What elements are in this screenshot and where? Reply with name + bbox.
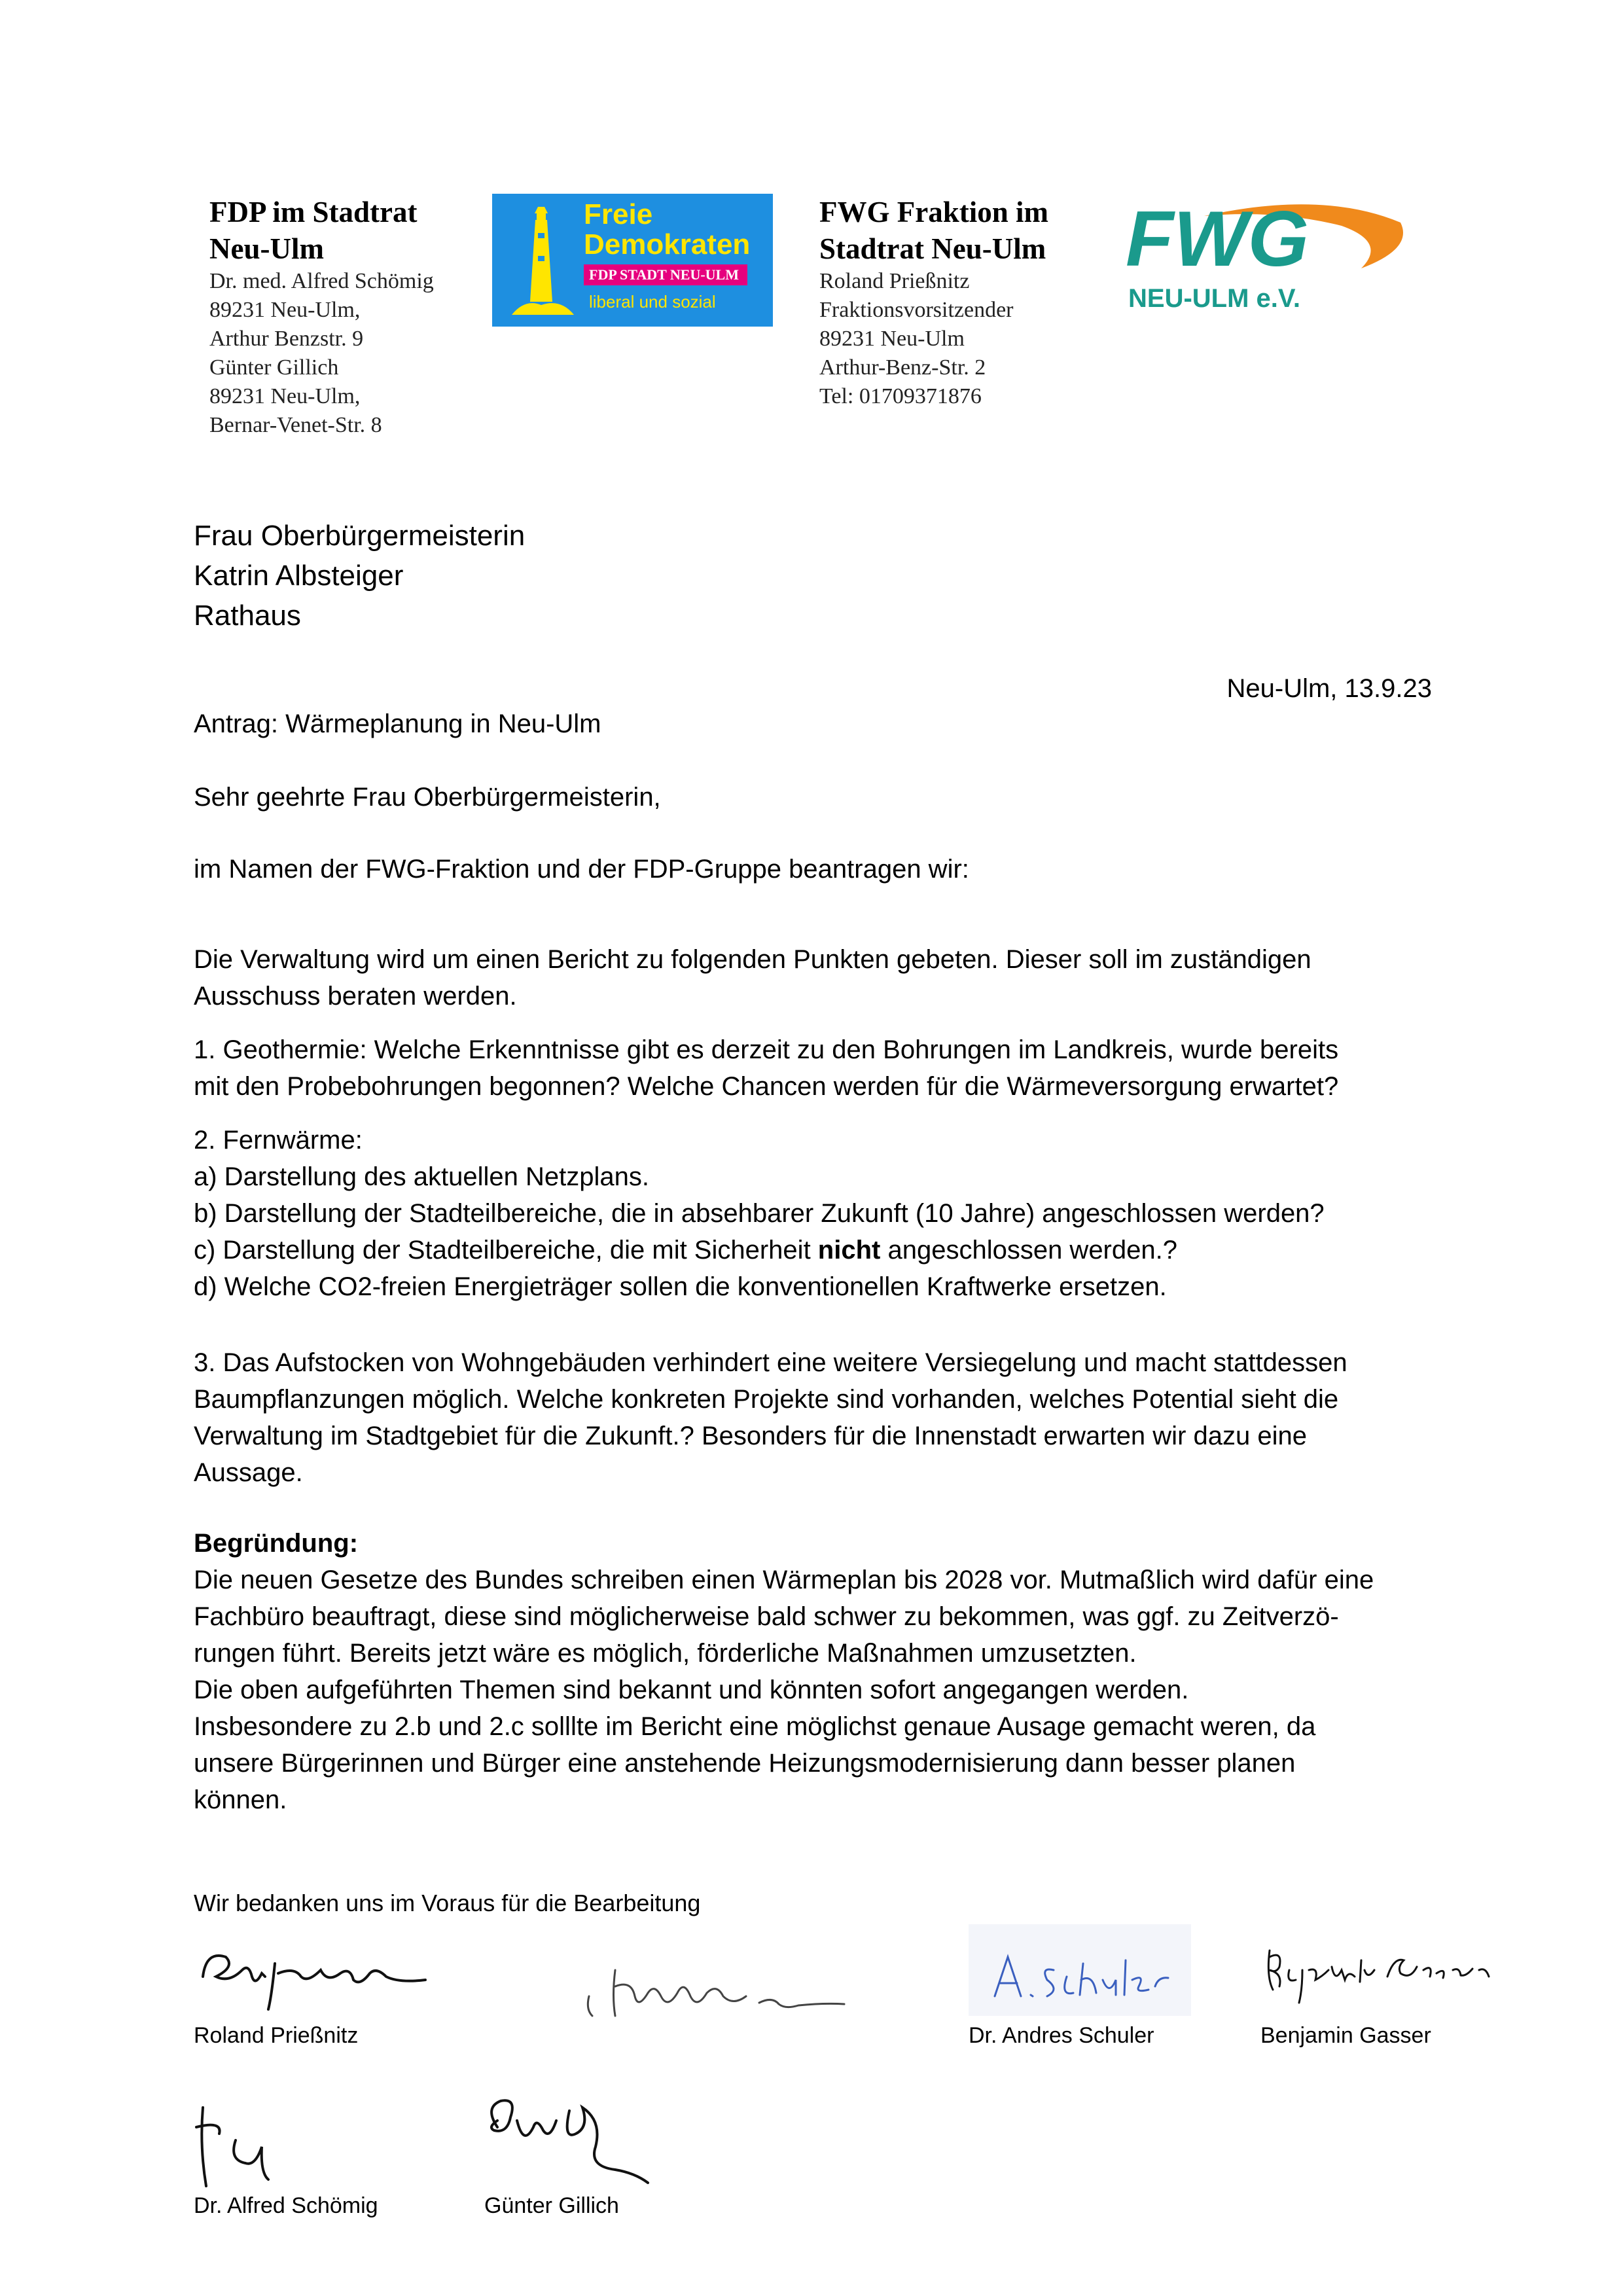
reasoning-line-4: Die oben aufgeführten Themen sind bekannt und könnten sofort angegangen werden. [194,1676,1189,1704]
header-left-title-line-1: FDP im Stadtrat [209,196,418,228]
signature-priessnitz [190,1937,452,2022]
header-left-line-5: 89231 Neu-Ulm, [209,384,361,408]
signatory-name-4: Dr. Alfred Schömig [194,2193,378,2218]
header-left-line-2: 89231 Neu-Ulm, [209,298,361,322]
header-left-title-line-2: Neu-Ulm [209,232,324,265]
point-2-heading: 2. Fernwärme: [194,1126,363,1155]
point-3-line-2: Baumpflanzungen möglich. Welche konkreten Projekte sind vorhanden, welches Potential sieht die [194,1385,1339,1414]
header-left-line-3: Arthur Benzstr. 9 [209,327,364,351]
letter-date: Neu-Ulm, 13.9.23 [1226,674,1432,703]
reasoning-line-3: rungen führt. Bereits jetzt wäre es möglich, förderliche Maßnahmen umzusetzten. [194,1639,1137,1668]
letter-intro: im Namen der FWG-Fraktion und der FDP-Gruppe beantragen wir: [194,855,969,884]
header-right-line-4: Arthur-Benz-Str. 2 [819,355,986,380]
header-left-line-4: Günter Gillich [209,355,339,380]
reasoning-heading: Begründung: [194,1529,359,1558]
signatory-name-1: Roland Prießnitz [194,2023,359,2048]
signature-gasser [1257,1931,1518,2009]
signature-gillich [471,2081,668,2193]
letter-subject: Antrag: Wärmeplanung in Neu-Ulm [194,709,601,738]
recipient-line-1: Frau Oberbürgermeisterin [194,520,526,552]
signature-schoemig [183,2094,301,2199]
letter-closing: Wir bedanken uns im Voraus für die Bearbeitung [194,1890,701,1916]
point-2-item-c-start: c) Darstellung der Stadteilbereiche, die mit Sicherheit [194,1236,818,1265]
signatory-name-5: Günter Gillich [484,2193,619,2218]
header-right-line-3: 89231 Neu-Ulm [819,327,965,351]
point-1-line-1: 1. Geothermie: Welche Erkenntnisse gibt es derzeit zu den Bohrungen im Landkreis, wurde bereits [194,1035,1339,1064]
reasoning-line-6: unsere Bürgerinnen und Bürger eine anstehende Heizungsmodernisierung dann besser planen [194,1749,1296,1778]
lighthouse-icon [499,194,584,327]
signatory-name-2: Dr. Andres Schuler [969,2023,1154,2048]
reasoning-line-7: können. [194,1785,287,1814]
header-right-line-5: Tel: 01709371876 [819,384,982,408]
point-2-item-c [194,1232,1325,1268]
fwg-logo-sub: NEU-ULM e.V. [1128,284,1301,313]
fwg-logo [1126,196,1420,327]
fwg-logo-word: FWG [1126,195,1309,283]
request-intro-line-2: Ausschuss beraten werden. [194,982,517,1011]
header-right-line-1: Roland Prießnitz [819,269,970,293]
header-left [209,194,484,440]
reasoning [194,1525,1374,1818]
fdp-logo-tagline: liberal und sozial [589,292,716,312]
signature-schuler [969,1924,1191,2016]
recipient-block [194,516,525,636]
signatory-name-3: Benjamin Gasser [1260,2023,1431,2048]
recipient-line-2: Katrin Albsteiger [194,560,404,592]
reasoning-line-5: Insbesondere zu 2.b und 2.c solllte im Bericht eine möglichst genaue Ausage gemacht weren, da [194,1712,1316,1741]
recipient-line-3: Rathaus [194,600,301,632]
point-3-line-4: Aussage. [194,1458,303,1487]
reasoning-line-2: Fachbüro beauftragt, diese sind möglicherweise bald schwer zu bekommen, was ggf. zu Zeitverzö- [194,1602,1339,1631]
reasoning-line-1: Die neuen Gesetze des Bundes schreiben einen Wärmeplan bis 2028 vor. Mutmaßlich wird dafür eine [194,1566,1374,1594]
point-3-line-3: Verwaltung im Stadtgebiet für die Zukunft.? Besonders für die Innenstadt erwarten wir dazu eine [194,1422,1307,1450]
point-3 [194,1344,1347,1491]
header-right [819,194,1094,411]
fdp-logo-line-2: Demokraten [584,228,751,260]
request-intro-line-1: Die Verwaltung wird um einen Bericht zu folgenden Punkten gebeten. Dieser soll im zuständigen [194,945,1311,974]
signature-middle [576,1957,851,2029]
point-2-item-c-emphasis: nicht [817,1236,881,1265]
point-2-item-d: d) Welche CO2-freien Energieträger sollen die konventionellen Kraftwerke ersetzen. [194,1272,1167,1301]
point-2-item-b: b) Darstellung der Stadteilbereiche, die in absehbarer Zukunft (10 Jahre) angeschlossen werden? [194,1199,1325,1228]
point-3-line-1: 3. Das Aufstocken von Wohngebäuden verhindert eine weitere Versiegelung und macht stattdessen [194,1348,1347,1377]
fdp-logo [492,194,773,327]
point-2-item-a: a) Darstellung des aktuellen Netzplans. [194,1162,649,1191]
point-1 [194,1031,1338,1105]
letter-salutation: Sehr geehrte Frau Oberbürgermeisterin, [194,783,661,812]
header-left-line-6: Bernar-Venet-Str. 8 [209,413,382,437]
point-1-line-2: mit den Probebohrungen begonnen? Welche Chancen werden für die Wärmeversorgung erwartet? [194,1072,1339,1101]
fdp-logo-bar-text: FDP STADT NEU-ULM [589,266,739,283]
point-2-item-c-end: angeschlossen werden.? [880,1236,1177,1265]
point-2 [194,1122,1325,1305]
header-right-line-2: Fraktionsvorsitzender [819,298,1014,322]
fdp-logo-line-1: Freie [584,198,653,230]
header-right-title-line-1: FWG Fraktion im [819,196,1048,228]
header-left-line-1: Dr. med. Alfred Schömig [209,269,434,293]
request-intro [194,941,1311,1014]
header-right-title-line-2: Stadtrat Neu-Ulm [819,232,1046,265]
